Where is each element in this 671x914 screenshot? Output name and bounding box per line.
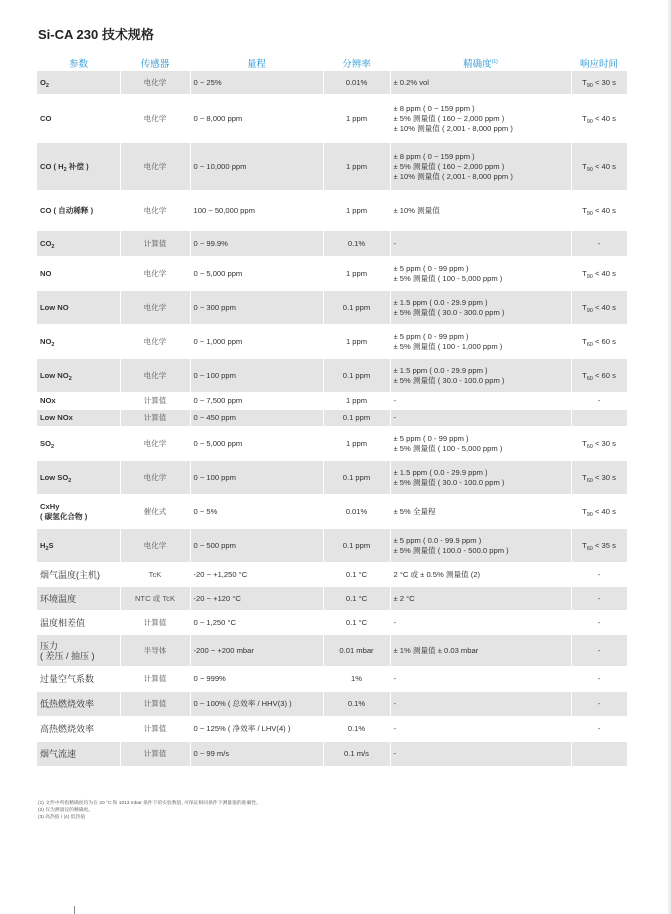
response-subscript: 60 [586,443,593,450]
response-cell [571,231,627,257]
param-cell [37,71,120,95]
response-subscript: 60 [586,341,593,348]
sensor-cell: 电化学 [120,359,190,393]
footnote: (2) 仅为测量仪的精确度。 [38,808,94,813]
spec-table [37,55,628,767]
resolution-cell: 1 ppm [323,143,390,191]
table-row [37,231,627,257]
response-cell: $T_{60} < 60$ s [571,359,627,393]
resolution-cell: 0.1 ppm [323,410,390,427]
accuracy-cell [390,529,571,563]
accuracy-line: ± 5% 测量值 ( 160 ~ 2,000 ppm ) [393,161,505,171]
sensor-cell: 计算值 [120,231,190,257]
response-cell [571,635,627,667]
table-row [37,717,627,742]
param-subscript: 2 [50,443,55,450]
response-subscript: 90 [586,118,593,125]
accuracy-line: ± 5% 测量值 ( 100 - 1,000 ppm ) [393,341,503,351]
param-tail: 补偿 ) [66,161,89,171]
param-tail: S [48,540,54,550]
range-cell: 0 ~ 100% ( 总效率 / HHV(3) ) [190,692,323,717]
table-row [37,427,627,461]
resolution-cell: 1% [323,667,390,692]
response-cell [571,692,627,717]
response-subscript: 60 [586,477,593,484]
footnotes [38,800,261,821]
response-value: < 30 s [594,472,616,482]
response-value: - [597,699,601,708]
response-cell: $T_{90} < 40$ s [571,495,627,529]
resolution-cell: 0.1% [323,231,390,257]
table-row [37,325,627,359]
response-value: - [597,617,601,627]
table-header [37,55,627,71]
param-name: 烟气温度(主机) [40,569,100,580]
param-name: Low NO [40,302,69,312]
accuracy-line: - [393,238,397,248]
table-row [37,359,627,393]
param-name: CO [40,113,52,123]
response-cell: $T_{60} < 60$ s [571,325,627,359]
table-row [37,95,627,143]
resolution-cell: 1 ppm [323,427,390,461]
response-cell [571,410,627,427]
param-cell [37,635,120,667]
resolution-cell: 0.1 °C [323,587,390,611]
response-cell: $T_{60} < 30$ s [571,427,627,461]
sensor-cell: 电化学 [120,291,190,325]
response-value: < 60 s [594,370,616,380]
accuracy-line: ± 8 ppm ( 0 ~ 159 ppm ) [393,103,475,113]
sensor-cell: 计算值 [120,410,190,427]
accuracy-line: - [393,699,397,708]
sensor-cell: NTC 或 TcK [120,587,190,611]
param-cell [37,692,120,717]
response-subscript: 90 [586,166,593,173]
param-cell [37,393,120,410]
param-cell [37,587,120,611]
response-cell: $T_{60} < 30$ s [571,461,627,495]
accuracy-line: ± 5% 测量值 ( 160 ~ 2,000 ppm ) [393,113,505,123]
response-cell: $T_{90} < 40$ s [571,143,627,191]
accuracy-cell [390,410,571,427]
response-cell [571,717,627,742]
response-cell: $T_{90} < 40$ s [571,291,627,325]
param-cell [37,410,120,427]
accuracy-cell [390,495,571,529]
accuracy-cell [390,692,571,717]
resolution-cell: 0.1% [323,717,390,742]
accuracy-cell [390,71,571,95]
accuracy-line: ± 5% 测量值 ( 30.0 - 300.0 ppm ) [393,307,505,317]
accuracy-cell [390,191,571,231]
table-row [37,742,627,767]
response-value: - [597,674,601,683]
response-cell [571,563,627,587]
param-cell [37,427,120,461]
response-value: - [597,569,601,579]
range-cell: 0 ~ 1,250 °C [190,611,323,635]
accuracy-cell [390,635,571,667]
table-row [37,529,627,563]
accuracy-cell [390,291,571,325]
footnote: (1) 文件中所指精确度均为在 20 °C 和 1013 mbar 条件下的实验数值, 可保证相同条件下测量值的准确性。 [38,801,261,806]
accuracy-line: - [393,413,397,422]
sensor-cell: 电化学 [120,325,190,359]
accuracy-cell [390,587,571,611]
param-name: 低热燃烧效率 [40,699,95,709]
range-cell: -20 ~ +1,250 °C [190,563,323,587]
param-cell [37,742,120,767]
sensor-cell: 电化学 [120,529,190,563]
param-cell [37,717,120,742]
resolution-cell: 1 ppm [323,257,390,291]
range-cell: 0 ~ 999% [190,667,323,692]
param-name: CO [40,238,52,248]
range-cell: 0 ~ 100 ppm [190,461,323,495]
response-value: < 30 s [594,77,616,87]
param-name: H [40,540,46,550]
table-row [37,667,627,692]
accuracy-cell [390,563,571,587]
sensor-cell: 电化学 [120,143,190,191]
response-subscript: 90 [586,307,593,314]
table-row [37,495,627,529]
header-response: 响应时间 [571,55,627,71]
accuracy-line: ± 5 ppm ( 0 - 99 ppm ) [393,331,469,341]
param-name: CO ( 自动稀释 ) [40,205,94,215]
accuracy-line: ± 0.2% vol [393,77,429,87]
accuracy-line: ± 5% 全量程 [393,506,436,516]
response-cell [571,742,627,767]
table-row [37,563,627,587]
header-accuracy: 精确度$^{(1)}$ [390,55,571,71]
response-cell [571,667,627,692]
resolution-cell: 0.1 ppm [323,291,390,325]
accuracy-line: ± 5% 测量值 ( 100 - 5,000 ppm ) [393,443,503,453]
param-subscript: 2 [45,82,49,89]
accuracy-cell [390,461,571,495]
accuracy-cell [390,742,571,767]
resolution-cell: 0.1 ppm [323,461,390,495]
response-value: - [597,238,601,248]
response-value: < 40 s [594,302,616,312]
accuracy-cell [390,427,571,461]
param-name: 高热燃烧效率 [40,724,95,734]
param-cell [37,529,120,563]
resolution-cell: 0.1 m/s [323,742,390,767]
response-cell: $T_{90} < 40$ s [571,257,627,291]
param-name: Low NOx [40,413,73,422]
resolution-cell: 1 ppm [323,95,390,143]
accuracy-cell [390,717,571,742]
response-cell: $T_{90} < 40$ s [571,191,627,231]
accuracy-cell [390,95,571,143]
accuracy-line: 2 °C 或 ± 0.5% 测量值 (2) [393,569,481,579]
resolution-cell: 0.01% [323,495,390,529]
resolution-cell: 0.1% [323,692,390,717]
range-cell: 0 ~ 500 ppm [190,529,323,563]
sensor-cell: 计算值 [120,692,190,717]
response-cell [571,611,627,635]
param-note: ( 差压 / 抽压 ) [40,650,95,661]
param-subscript: 2 [51,341,55,348]
sensor-cell: 电化学 [120,71,190,95]
param-name: 温度相差值 [40,617,86,628]
table-row [37,143,627,191]
param-cell [37,563,120,587]
range-cell: 0 ~ 7,500 ppm [190,393,323,410]
param-cell [37,611,120,635]
range-cell: 0 ~ 450 ppm [190,410,323,427]
accuracy-cell [390,143,571,191]
resolution-cell: 1 ppm [323,393,390,410]
resolution-cell: 1 ppm [323,325,390,359]
table-row [37,635,627,667]
response-value: < 35 s [594,540,616,550]
response-cell: $T_{90} < 40$ s [571,95,627,143]
accuracy-line: ± 5% 测量值 ( 100.0 - 500.0 ppm ) [393,545,509,555]
sensor-cell: 电化学 [120,95,190,143]
resolution-cell: 0.1 ppm [323,529,390,563]
response-value: < 60 s [594,336,616,346]
response-value: - [597,396,601,405]
param-cell [37,231,120,257]
accuracy-cell [390,359,571,393]
accuracy-line: - [393,724,397,733]
param-name: 烟气流速 [40,749,77,759]
param-cell [37,495,120,529]
resolution-cell: 1 ppm [323,191,390,231]
range-cell: 0 ~ 25% [190,71,323,95]
range-cell: 0 ~ 125% ( 净效率 / LHV(4) ) [190,717,323,742]
table-row [37,71,627,95]
sensor-cell: 电化学 [120,427,190,461]
range-cell: -20 ~ +120 °C [190,587,323,611]
response-value: - [597,593,601,603]
sensor-cell: 半导体 [120,635,190,667]
response-cell [571,393,627,410]
range-cell: 0 ~ 5,000 ppm [190,257,323,291]
table-row [37,393,627,410]
param-name: 压力 [40,640,59,651]
accuracy-line: ± 10% 测量值 ( 2,001 - 8,000 ppm ) [393,123,513,133]
accuracy-cell [390,231,571,257]
accuracy-line: - [393,617,397,627]
sensor-cell: 电化学 [120,461,190,495]
sensor-cell: 电化学 [120,191,190,231]
range-cell: 0 ~ 100 ppm [190,359,323,393]
sensor-cell: TcK [120,563,190,587]
param-note: ( 碳氢化合物 ) [40,511,88,521]
accuracy-line: ± 1.5 ppm ( 0.0 - 29.9 ppm ) [393,297,488,307]
sensor-cell: 电化学 [120,257,190,291]
accuracy-line: ± 5% 测量值 ( 30.0 - 100.0 ppm ) [393,375,505,385]
response-subscript: 60 [586,375,593,382]
header-range: 量程 [190,55,323,71]
sensor-cell: 计算值 [120,717,190,742]
sensor-cell: 计算值 [120,742,190,767]
page-mark [74,906,80,914]
sensor-cell: 计算值 [120,667,190,692]
param-cell [37,143,120,191]
accuracy-line: ± 5% 测量值 ( 30.0 - 100.0 ppm ) [393,477,505,487]
response-subscript: 90 [586,82,593,89]
range-cell: 0 ~ 99.9% [190,231,323,257]
response-cell [571,587,627,611]
response-value: < 30 s [594,438,616,448]
accuracy-cell [390,667,571,692]
range-cell: 0 ~ 8,000 ppm [190,95,323,143]
param-name: 环境温度 [40,593,77,604]
param-subscript: 2 [68,375,72,382]
accuracy-cell [390,393,571,410]
response-cell: $T_{60} < 35$ s [571,529,627,563]
response-value: < 40 s [594,205,616,215]
table-row [37,410,627,427]
accuracy-line: - [393,749,397,758]
param-cell [37,325,120,359]
param-subscript: 2 [45,545,49,552]
param-name: CO ( H [40,161,64,171]
accuracy-line: ± 8 ppm ( 0 ~ 159 ppm ) [393,151,475,161]
param-name: NO [40,336,52,346]
response-value: < 40 s [594,268,616,278]
param-cell [37,257,120,291]
accuracy-line: ± 1.5 ppm ( 0.0 - 29.9 ppm ) [393,365,488,375]
table-row [37,611,627,635]
table-row [37,291,627,325]
range-cell: 0 ~ 99 m/s [190,742,323,767]
accuracy-line: ± 10% 测量值 ( 2,001 - 8,000 ppm ) [393,171,513,181]
resolution-cell: 0.1 ppm [323,359,390,393]
range-cell: 0 ~ 5% [190,495,323,529]
accuracy-line: ± 5 ppm ( 0 - 99 ppm ) [393,433,469,443]
param-cell [37,667,120,692]
accuracy-line: ± 5 ppm ( 0.0 - 99.9 ppm ) [393,535,482,545]
param-cell [37,191,120,231]
table-row [37,587,627,611]
accuracy-line: ± 2 °C [393,593,415,603]
param-name: O [40,77,46,87]
range-cell: -200 ~ +200 mbar [190,635,323,667]
param-name: Low SO [40,472,69,482]
param-cell [37,291,120,325]
sensor-cell: 计算值 [120,393,190,410]
param-cell [37,359,120,393]
table-row [37,191,627,231]
param-name: SO [40,438,51,448]
response-value: < 40 s [594,161,616,171]
param-cell [37,461,120,495]
range-cell: 100 ~ 50,000 ppm [190,191,323,231]
param-subscript: 2 [68,477,72,484]
accuracy-cell [390,257,571,291]
param-name: Low NO [40,370,69,380]
accuracy-line: - [393,396,397,405]
accuracy-line: ± 1% 测量值 ± 0.03 mbar [393,645,479,655]
param-subscript: 2 [51,243,55,250]
param-subscript: 2 [63,166,67,173]
header-sensor: 传感器 [120,55,190,71]
accuracy-line: ± 10% 测量值 [393,205,440,215]
sensor-cell: 催化式 [120,495,190,529]
response-value: < 40 s [594,506,616,516]
resolution-cell: 0.1 °C [323,563,390,587]
accuracy-cell [390,325,571,359]
table-row [37,692,627,717]
response-subscript: 90 [586,511,593,518]
param-name: CxHy [40,501,60,511]
range-cell: 0 ~ 10,000 ppm [190,143,323,191]
response-value: - [597,724,601,733]
range-cell: 0 ~ 300 ppm [190,291,323,325]
range-cell: 0 ~ 5,000 ppm [190,427,323,461]
resolution-cell: 0.1 °C [323,611,390,635]
table-row [37,257,627,291]
param-name: 过量空气系数 [40,674,95,684]
resolution-cell: 0.01 mbar [323,635,390,667]
range-cell: 0 ~ 1,000 ppm [190,325,323,359]
accuracy-cell [390,611,571,635]
table-row [37,461,627,495]
accuracy-line: - [393,674,397,683]
resolution-cell: 0.01% [323,71,390,95]
response-subscript: 90 [586,210,593,217]
response-value: - [597,645,601,655]
accuracy-line: ± 1.5 ppm ( 0.0 - 29.9 ppm ) [393,467,488,477]
footnote: (3) 高热值 / (4) 低热值 [38,815,86,820]
param-name: NOx [40,396,56,405]
header-resolution: 分辨率 [323,55,390,71]
param-name: NO [40,268,52,278]
param-cell [37,95,120,143]
accuracy-line: ± 5 ppm ( 0 - 99 ppm ) [393,263,469,273]
response-subscript: 90 [586,273,593,280]
header-param: 参数 [37,55,120,71]
page-title: Si-CA 230 技术规格 [38,27,154,42]
response-subscript: 60 [586,545,593,552]
response-cell: $T_{90} < 30$ s [571,71,627,95]
accuracy-line: ± 5% 测量值 ( 100 - 5,000 ppm ) [393,273,503,283]
response-value: < 40 s [594,113,616,123]
sensor-cell: 计算值 [120,611,190,635]
